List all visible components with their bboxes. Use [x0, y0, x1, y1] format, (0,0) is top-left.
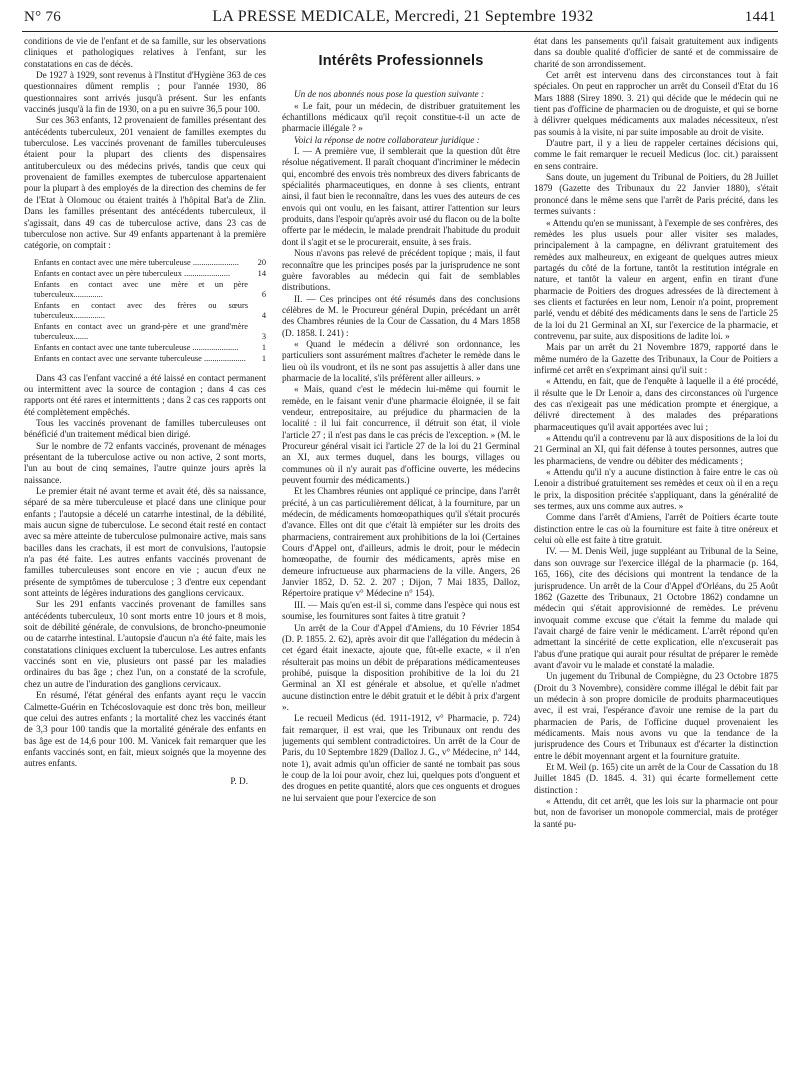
table-row-value: 20 [257, 257, 266, 267]
paragraph: « Attendu, en fait, que de l'enquête à laquelle il a été procédé, il résulte que le Dr Lenoir a, dans des circonstances où l'urgence des cas n'exigeait pas une médication prompte et énergique, a délivré directement à des malades des préparations pharmaceutiques qu'il avait apportées avec lui ; [534, 376, 778, 432]
page-number: 1441 [744, 9, 776, 25]
section-title: Intérêts Professionnels [318, 53, 484, 69]
table-row-value: 6 [261, 289, 266, 299]
table-row-value: 1 [261, 353, 266, 363]
paragraph: « Attendu qu'il n'y a aucune distinction à faire entre le cas où Lenoir a distribué gratuitement ses remèdes et ceux où il en a reçu le prix, la disposition précitée s'appliquant, dans la généralité de ses termes, aux uns comme aux autres. » [534, 467, 778, 512]
paragraph: Un jugement du Tribunal de Compiègne, du 23 Octobre 1875 (Droit du 3 Novembre), considère comme illégal le débit fait par un médecin à son propre domicile de produits pharmaceutiques avec, il est vrai, l'espérance d'avoir une remise de la part du pharmacien de Paris, de l'officine duquel provenaient les médicaments. Mais nous avons vu que la tendance de la jurisprudence des Cours et Tribunaux est d'écarter la distinction entre le débit moyennant argent et la fourniture gratuite. [534, 671, 778, 761]
table-row [34, 354, 266, 365]
table-row-label: Enfants en contact avec des frères ou sœurs tuberculeux............... [34, 300, 248, 320]
paragraph: Et M. Weil (p. 165) cite un arrêt de la Cour de Cassation du 18 Juillet 1845 (D. 1845. 4. 31) qui écarte formellement cette distinction : [534, 762, 778, 795]
paragraph: En résumé, l'état général des enfants ayant reçu le vaccin Calmette-Guérin en Tchécoslovaquie est donc très bon, meilleur que celui des autres enfants ; la mortalité chez les vaccinés étant de 3,3 pour 100 tandis que la mortalité générale des enfants en bas âge est de 14,6 pour 100. M. Vanicek fait remarquer que les enfants vaccinés sont, en fait, mieux soignés que la moyenne des autres enfants. [24, 690, 266, 769]
paragraph: conditions de vie de l'enfant et de sa famille, sur les observations cliniques et pathologiques relatives à l'enfant, sur les constatations en cas de décès. [24, 36, 266, 69]
reader-question: « Le fait, pour un médecin, de distribuer gratuitement les échantillons médicaux qu'il reçoit constitue-t-il un acte de pharmacie illégale ? » [282, 100, 520, 134]
page-header [24, 8, 776, 30]
paragraph: III. — Mais qu'en est-il si, comme dans l'espèce qui nous est soumise, les fournitures sont faites à titre gratuit ? [282, 599, 520, 622]
paragraph: Un arrêt de la Cour d'Appel d'Amiens, du 10 Février 1854 (D. P. 1855. 2. 62), après avoir dit que l'allégation du médecin à cet égard était inexacte, ajoute que, fût-elle exacte, « il n'en résulterait pas moins un débit de préparations médicamenteuses prohibé, puisque la disposition prohibitive de la loi du 21 Germinal an XI est générale et absolue, et qu'elle n'admet aucune distinction entre le débit gratuit et le débit à prix d'argent ». [282, 622, 520, 712]
paragraph: Et les Chambres réunies ont appliqué ce principe, dans l'arrêt précité, à un cas particulièrement délicat, à la fourniture, par un médecin, de médicaments homœopathiques qu'il s'était procurés d'avance. Elles ont dit que c'était là empiéter sur les droits des pharmaciens, contrairement aux prohibitions de la loi (Certaines Cours d'Appel ont, d'ailleurs, admis le droit, pour le médecin homœopathe, de fournir des médicaments, après mise en demeure infructueuse aux pharmaciens de la ville. Angers, 26 Janvier 1852, D. 52. 2. 207 ; Dijon, 7 Mai 1835, Dalloz, Répertoire pratique v° Médecine n° 154). [282, 486, 520, 599]
paragraph: Sur ces 363 enfants, 12 provenaient de familles présentant des antécédents tuberculeux, 201 venaient de familles exemptes du tuberculose. Les vaccinés provenant de familles tuberculeuses étaient pour la plupart des clients des dispensaires antituberculeux ou des médecins privés, tandis que ceux qui provenaient de familles exemptes de tuberculose appartenaient pour la plupart à des employés de la direction des chemins de fer de l'Etat à Olomouc ou étaient traités à l'hôpital Bat'a de Zlin. Dans les familles présentant des antécédents tuberculeux, il s'agissait, dans 49 cas de tuberculose active, dans 23 cas de tuberculose non active. Sur 49 enfants appartenant à la première catégorie, on comptait : [24, 115, 266, 251]
table-row [34, 269, 266, 280]
column-left [24, 36, 266, 1076]
column-middle [282, 36, 520, 1076]
table-row-value: 4 [261, 310, 266, 320]
paragraph: Sur les 291 enfants vaccinés provenant de familles sans antécédents tuberculeux, 10 sont morts entre 10 jours et 8 mois, soit de débilité générale, de convulsions, de broncho-pneumonie ou de catarrhe intestinal. L'autopsie d'aucun n'a été faite, mais les constatations cliniques excluent la tuberculose. Les autres enfants vaccinés sont en vie, plusieurs ont passé par les maladies ordinaires du bas âge ; chez l'un, on a constaté de la scrofule, chez un autre de l'induration des ganglions cervicaux. [24, 599, 266, 689]
table-row-label: Enfants en contact avec une mère tuberculeuse ...................... [34, 257, 239, 267]
paragraph: I. — A première vue, il semblerait que la question dût être résolue négativement. Il paraît choquant d'incriminer le médecin qui, encombré des envois très nombreux des divers fabricants de spécialités pharmaceutiques, en donne à ses clients, entrant ainsi, il faut bien le reconnaître, dans les vues des auteurs de ces envois qui ont voulu, en les faisant, attirer l'attention sur leurs produits, dans l'espoir qu'après avoir usé du flacon ou de la boîte offerte par le médecin, le malade prendrait l'habitude du produit dont il s'agit et se le procurerait, ensuite, à ses frais. [282, 146, 520, 247]
paragraph: D'autre part, il y a lieu de rappeler certaines décisions qui, comme le fait remarquer le recueil Medicus (loc. cit.) paraissent en sens contraire. [534, 138, 778, 171]
table-row [34, 301, 266, 322]
table-row [34, 343, 266, 354]
table-row [34, 322, 266, 343]
paragraph: « Attendu qu'il a contrevenu par là aux dispositions de la loi du 21 Germinal an XI, qui fait défense à toutes personnes, autres que les pharmaciens, de vendre ou débiter des médicaments ; [534, 433, 778, 466]
paragraph: Le premier était né avant terme et avait été, dès sa naissance, séparé de sa mère tuberculeuse et placé dans une clinique pour enfants ; l'autopsie a décelé un catarrhe intestinal, de la débilité, mais aucun signe de tuberculose. Le second était resté en contact avec sa mère atteinte de tuberculose pulmonaire active, mais sans bacilles dans les crachats, il est mort de convulsions, l'autopsie n'a pas été faite. Les autres enfants vaccinés provenant de familles tuberculeuses sont encore en vie ; aucun d'eux ne présente de symptômes de tuberculose ; 3 d'entre eux cependant sont atteints de légères indurations des ganglions cervicaux. [24, 485, 266, 599]
table-row-value: 1 [261, 342, 266, 352]
header-rule [22, 31, 778, 32]
table-row [34, 258, 266, 269]
reply-intro: Voici la réponse de notre collaborateur juridique : [294, 134, 480, 145]
paragraph: « Attendu, dit cet arrêt, que les lois sur la pharmacie ont pour but, non de favoriser un monopole commercial, mais de protéger la santé pu- [534, 796, 778, 829]
paragraph: II. — Ces principes ont été résumés dans des conclusions célèbres de M. le Procureur général Dupin, précédant un arrêt des Chambres réunies de la Cour de Cassation, du 4 Mars 1858 (D. 1858. I. 241) : [282, 293, 520, 338]
table-row-label: Enfants en contact avec une servante tuberculeuse .................... [34, 353, 246, 363]
paragraph: Le recueil Medicus (éd. 1911-1912, v° Pharmacie, p. 724) fait remarquer, il est vrai, que les Tribunaux ont rendu des jugements qui semblent contradictoires. Un arrêt de la Cour de Paris, du 10 Septembre 1829 (Dalloz J. G., v° Médecine, n° 144, note 1), avait admis qu'un officier de santé ne tombait pas sous le coup de la loi pour avoir, chez lui, quelques pots d'onguent et des drogues en petite quantité, alors que ces onguents et drogues ne lui servaient que pour l'exercice de son [282, 713, 520, 803]
table-row-label: Enfants en contact avec un grand-père et une grand'mère tuberculeux....... [34, 321, 248, 341]
intro-text: Un de nos abonnés nous pose la question suivante : [294, 89, 485, 100]
paragraph: état dans les pansements qu'il faisait gratuitement aux indigents dans sa double qualité d'officier de santé et de commissaire de charité de son arrondissement. [534, 36, 778, 69]
table-row-value: 14 [257, 268, 266, 278]
table-row-label: Enfants en contact avec un père tuberculeux ...................... [34, 268, 231, 278]
paragraph: Comme dans l'arrêt d'Amiens, l'arrêt de Poitiers écarte toute distinction entre le cas où la fourniture est faite à titre onéreux et celui où elle est faite à titre gratuit. [534, 512, 778, 546]
paragraph: IV. — M. Denis Weil, juge suppléant au Tribunal de la Seine, dans son ouvrage sur l'exercice illégal de la pharmacie (p. 164, 165, 166), cite des décisions qui montrent la tendance de la jurisprudence. Un arrêt de la Cour d'Appel d'Orléans, du 25 Août 1862 (Gazette des Tribunaux, 21 Octobre 1862) condamne un médecin qui s'était approvisionné de remèdes. Le prévenu invoquait comme excuse que c'était la femme du malade qui l'avait chargé de faire venir le médicament. L'arrêt répond qu'en admettant la sincérité de cette explication, elle n'excuserait pas l'abus d'une pratique qui aurait pour résultat de préparer le remède avant d'avoir vu le malade et constaté la maladie. [534, 546, 778, 670]
contact-stats-table [34, 258, 266, 365]
paragraph: Tous les vaccinés provenant de familles tuberculeuses ont bénéficié d'un traitement médical bien dirigé. [24, 417, 266, 440]
column-right [534, 36, 778, 1076]
table-row [34, 280, 266, 301]
table-row-value: 3 [261, 331, 266, 341]
table-row-label: Enfants en contact avec une mère et un père tuberculeux.............. [34, 279, 248, 299]
paragraph: « Mais, quand c'est le médecin lui-même qui fournit le remède, en le faisant venir d'une pharmacie éloignée, il se fait vendeur, entrepositaire, au préjudice du pharmacien de la localité : il lui fait concurrence, il détruit son état, il viole l'article 27 ; il n'est pas dans le cas précis de l'exception. » (M. le Procureur général visait ici l'article 27 de la loi du 21 Germinal an XI, aux termes duquel, dans les bourgs, villages ou communes où il n'y aurait pas d'officine ouverte, les médecins peuvent fournir des médicaments.) [282, 384, 520, 486]
table-row-label: Enfants en contact avec une tante tuberculeuse ...................... [34, 342, 239, 352]
paragraph: Nous n'avons pas relevé de précédent topique ; mais, il faut reconnaître que les principes posés par la jurisprudence ne sont guère favorables au médecin qui fait de semblables distributions. [282, 248, 520, 293]
journal-title: LA PRESSE MEDICALE, Mercredi, 21 Septembre 1932 [212, 8, 594, 25]
paragraph: « Quand le médecin a délivré son ordonnance, les particuliers sont assurément maîtres d'acheter le remède dans le lieu où ils voudront, et ils ne sont pas assujettis à aller dans une pharmacie de la localité, s'ils préfèrent aller ailleurs. » [282, 338, 520, 383]
paragraph: Sur le nombre de 72 enfants vaccinés, provenant de ménages présentant de la tuberculose active ou non active, 2 sont morts, l'un au bout de cinq semaines, l'autre quinze jours après la naissance. [24, 440, 266, 485]
paragraph: Sans doute, un jugement du Tribunal de Poitiers, du 28 Juillet 1879 (Gazette des Tribunaux du 22 Janvier 1880), s'était prononcé dans le même sens que l'arrêt de Paris précité, dans les termes suivants : [534, 172, 778, 217]
paragraph: « Attendu qu'en se munissant, à l'exemple de ses confrères, des remèdes les plus usuels pour aller visiter ses malades, principalement à la campagne, en délivrant gratuitement des remèdes aux malheureux, en exigeant de quelques autres mieux partagés du côté de la fortune, tantôt la restitution intégrale en nature, et tantôt la valeur en argent, enfin en tirant d'une pharmacie de Poitiers des drogues adressées de là directement à ses clients et facturées en leur nom, Lenoir n'a point, proprement parlé, vendu et débité des médicaments dans le sens de l'article 25 de la loi du 21 Germinal an XI, sur l'exercice de la pharmacie, et contrevenu, par suite, aux dispositions de ladite loi. » [534, 217, 778, 341]
paragraph: Cet arrêt est intervenu dans des circonstances tout à fait spéciales. On peut en rapprocher un arrêt du Conseil d'Etat du 16 Mars 1888 (Sirey 1890. 3. 21) qui décide que le médecin qui ne tient pas d'officine de pharmacien ou de droguiste, et qui se borne à délivrer quelques médicaments aux malades nécessiteux, n'est pas soumis à la visite, ni par suite imposable au droit de visite. [534, 70, 778, 137]
paragraph: Mais par un arrêt du 21 Novembre 1879, rapporté dans le même numéro de la Gazette des Tribunaux, la Cour de Poitiers a infirmé cet arrêt en s'exprimant ainsi qu'il suit : [534, 342, 778, 375]
issue-number: N° 76 [24, 9, 62, 25]
paragraph: Dans 43 cas l'enfant vacciné a été laissé en contact permanent ou intermittent avec la source de contagion ; dans 4 cas ces rapports ont été rares et intermittents ; dans 2 cas ces rapports ont été complètement empêchés. [24, 372, 266, 417]
paragraph: De 1927 à 1929, sont revenus à l'Institut d'Hygiène 363 de ces questionnaires dûment remplis ; pour l'année 1930, 86 questionnaires sont arrivés jusqu'à présent. Sur les enfants vaccinés jusqu'à la fin de 1930, on a pu en suivre 36,5 pour 100. [24, 70, 266, 115]
author-signature: P. D. [230, 775, 248, 786]
